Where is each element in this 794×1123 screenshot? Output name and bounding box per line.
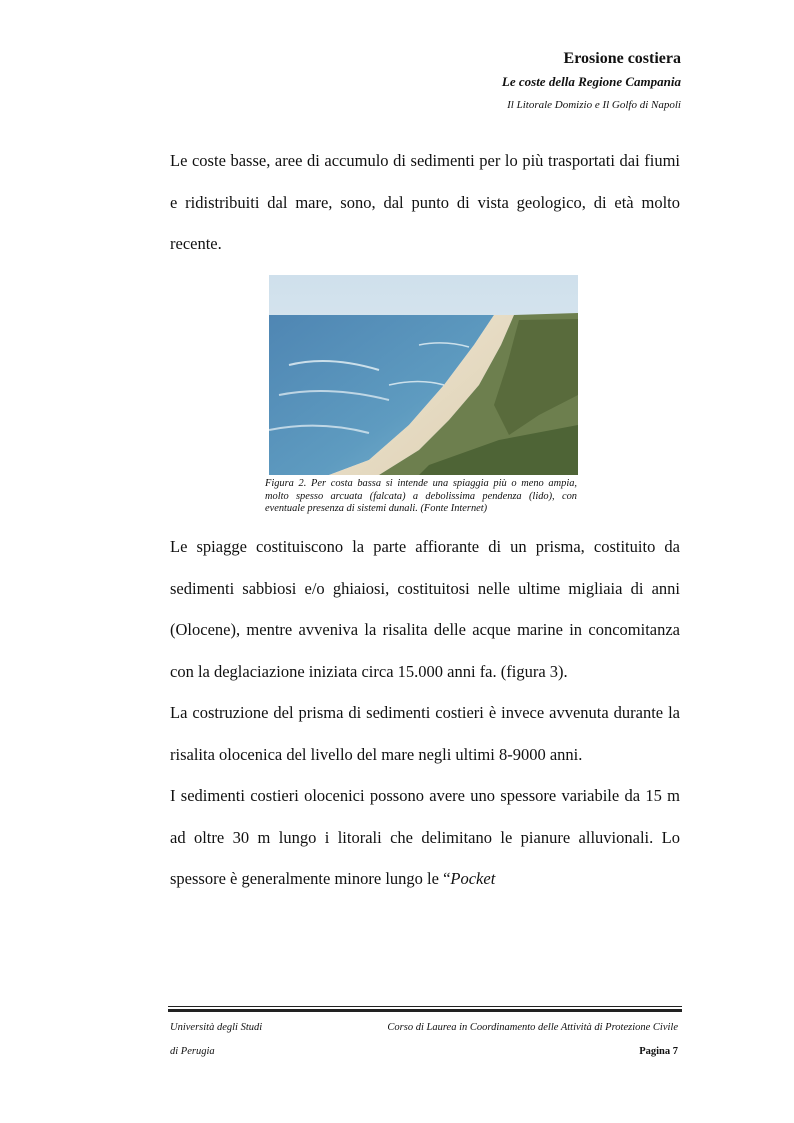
paragraph-3-text: La costruzione del prisma di sedimenti costieri è invece avvenuta durante la risalita olocenica del livello del mare negli ultimi 8-9000 anni. xyxy=(170,703,680,764)
paragraph-block xyxy=(170,526,680,900)
paragraph-4-italic: Pocket xyxy=(450,869,496,888)
footer-city: di Perugia xyxy=(170,1046,215,1057)
footer-course: Corso di Laurea in Coordinamento delle Attività di Protezione Civile xyxy=(387,1022,678,1033)
footer-rule xyxy=(168,1006,682,1012)
page-header xyxy=(502,48,681,116)
page-footer xyxy=(170,1016,678,1064)
header-subtitle: Le coste della Regione Campania xyxy=(501,74,681,89)
figure-caption: Figura 2. Per costa bassa si intende una spiaggia più o meno ampia, molto spesso arcuata (falcata) a debolissima pendenza (lido), con eventuale presenza di sistemi dunali. (Fonte Internet) xyxy=(265,478,577,514)
beach-photo xyxy=(269,275,578,475)
paragraph-1-text: Le coste basse, aree di accumulo di sedimenti per lo più trasportati dai fiumi e ridistribuiti dal mare, sono, dal punto di vista geologico, di età molto recente. xyxy=(170,151,680,253)
header-title: Erosione costiera xyxy=(563,50,681,67)
paragraph-intro xyxy=(170,140,680,265)
page-number: Pagina 7 xyxy=(639,1046,678,1057)
header-section: Il Litorale Domizio e Il Golfo di Napoli xyxy=(507,99,681,111)
footer-university: Università degli Studi xyxy=(170,1022,263,1033)
paragraph-4-text: I sedimenti costieri olocenici possono avere uno spessore variabile da 15 m ad oltre 30 m lungo i litorali che delimitano le pianure alluvionali. Lo spessore è generalmente minore lungo le “ xyxy=(170,786,680,888)
paragraph-4 xyxy=(170,775,680,900)
paragraph-2-text: Le spiagge costituiscono la parte affiorante di un prisma, costituito da sedimenti sabbiosi e/o ghiaiosi, costituitosi nelle ultime migliaia di anni (Olocene), mentre avveniva la risalita delle acque marine in concomitanza con la deglaciazione iniziata circa 15.000 anni fa. (figura 3). xyxy=(170,537,680,681)
figure-2 xyxy=(265,275,579,516)
